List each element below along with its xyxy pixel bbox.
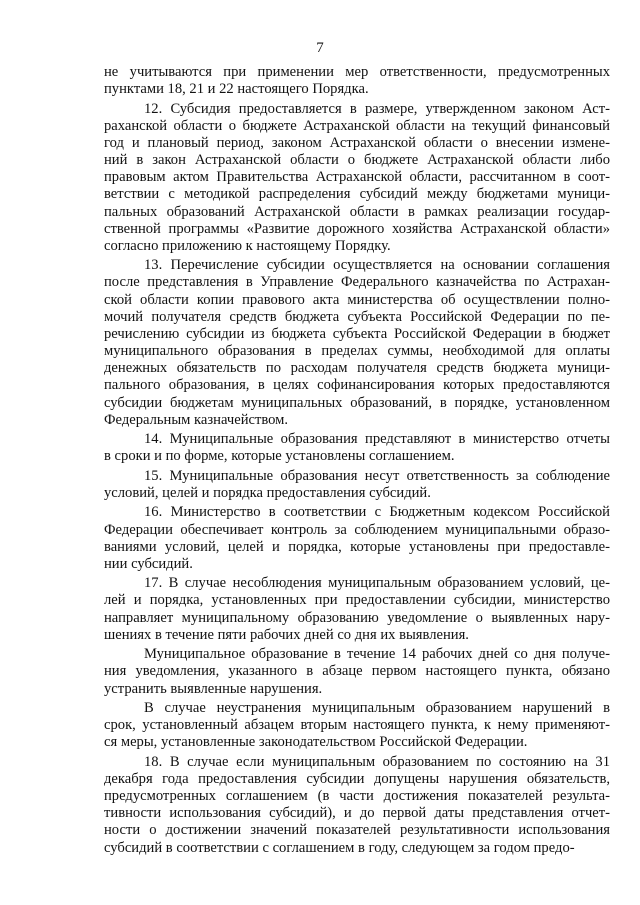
text-line: Муниципальное образование в течение 14 рабочих дней со дня получе- [144, 646, 610, 663]
text-line: ваниями условий, целей и порядка, которые установлены при предоставле- [104, 538, 610, 555]
text-line: не учитываются при применении мер ответственности, предусмотренных [104, 64, 610, 80]
paragraph-p18 [104, 754, 610, 857]
page-number: 7 [316, 40, 324, 56]
text-line: шениях в течение пяти рабочих дней со дня их выявления. [104, 626, 469, 643]
text-line: устранить выявленные нарушения. [104, 680, 323, 697]
text-line: субсидий в соответствии с соглашением в году, следующем за годом предо- [104, 839, 575, 856]
text-line: ственной программы «Развитие дорожного хозяйства Астраханской области» [104, 220, 610, 237]
document-body [104, 64, 610, 859]
text-line: условий, целей и порядка предоставления субсидий. [104, 484, 431, 501]
text-line: ний в закон Астраханской области о бюджете Астраханской области либо [104, 152, 610, 169]
paragraph-p16 [104, 504, 610, 573]
paragraph-p17c [104, 700, 610, 751]
text-line: лей и порядка, установленных при предоставлении субсидии, министерство [104, 592, 610, 609]
paragraph-p13 [104, 257, 610, 429]
text-line: правовым актом Правительства Астраханской области, рассчитанном в соот- [104, 169, 610, 186]
paragraph-cont [104, 64, 610, 98]
paragraph-p15 [104, 468, 610, 502]
text-line: тивности использования субсидий), и до первой даты представления отчет- [104, 805, 610, 822]
text-line: пальных образований Астраханской области в рамках реализации государ- [104, 203, 610, 220]
text-line: субсидии бюджетам муниципальных образований, в порядке, установленном [104, 394, 610, 411]
text-line: ния уведомления, указанного в абзаце первом настоящего пункта, обязано [104, 663, 610, 680]
text-line: год и плановый период, законом Астраханской области о внесении измене- [104, 134, 610, 151]
paragraph-p14 [104, 431, 610, 465]
paragraph-p17 [104, 575, 610, 644]
text-line: 18. В случае если муниципальным образованием по состоянию на 31 [144, 753, 610, 770]
text-line: нии субсидий. [104, 555, 193, 572]
text-line: муниципального образования в пределах суммы, необходимой для оплаты [104, 343, 610, 360]
text-line: направляет муниципальному образованию уведомление о выявленных нару- [104, 609, 610, 626]
text-line: раханской области о бюджете Астраханской области на текущий финансовый [104, 117, 610, 134]
text-line: пунктами 18, 21 и 22 настоящего Порядка. [104, 81, 369, 98]
text-line: 15. Муниципальные образования несут ответственность за соблюдение [144, 467, 610, 484]
text-line: В случае неустранения муниципальным образованием нарушений в [144, 700, 610, 716]
text-line: ской области копии правового акта министерства об осуществлении полно- [104, 291, 610, 308]
text-line: 13. Перечисление субсидии осуществляется на основании соглашения [144, 257, 610, 274]
paragraph-p17b [104, 646, 610, 697]
text-line: ся меры, установленные законодательством Российской Федерации. [104, 734, 528, 751]
text-line: после представления в Управление Федерального казначейства по Астрахан- [104, 274, 610, 291]
text-line: 12. Субсидия предоставляется в размере, утвержденном законом Аст- [144, 100, 610, 117]
text-line: пального образования, в целях софинансирования которых предоставляются [104, 377, 610, 394]
text-line: срок, установленный абзацем вторым настоящего пункта, к нему применяют- [104, 717, 610, 734]
text-line: мочий получателя средств бюджета субъекта Российской Федерации по пе- [104, 308, 610, 325]
text-line: ветствии с методикой распределения субсидий между бюджетами муници- [104, 186, 610, 203]
text-line: декабря года предоставления субсидии допущены нарушения обязательств, [104, 770, 610, 787]
text-line: Федерации обеспечивает контроль за соблюдением муниципальными образо- [104, 521, 610, 538]
text-line: 16. Министерство в соответствии с Бюджетным кодексом Российской [144, 504, 610, 521]
text-line: в сроки и по форме, которые установлены соглашением. [104, 448, 455, 465]
text-line: 14. Муниципальные образования представляют в министерство отчеты [144, 431, 610, 448]
text-line: денежных обязательств по расходам получателя средств бюджета муници- [104, 360, 610, 377]
text-line: предусмотренных соглашением (в части достижения показателей результа- [104, 788, 610, 805]
text-line: Федеральным казначейством. [104, 411, 289, 428]
paragraph-p12 [104, 101, 610, 255]
text-line: 17. В случае несоблюдения муниципальным образованием условий, це- [144, 575, 610, 592]
text-line: речислению субсидии из бюджета субъекта Российской Федерации в бюджет [104, 325, 610, 342]
text-line: согласно приложению к настоящему Порядку. [104, 237, 391, 254]
text-line: ности о достижении значений показателей результативности использования [104, 822, 610, 839]
